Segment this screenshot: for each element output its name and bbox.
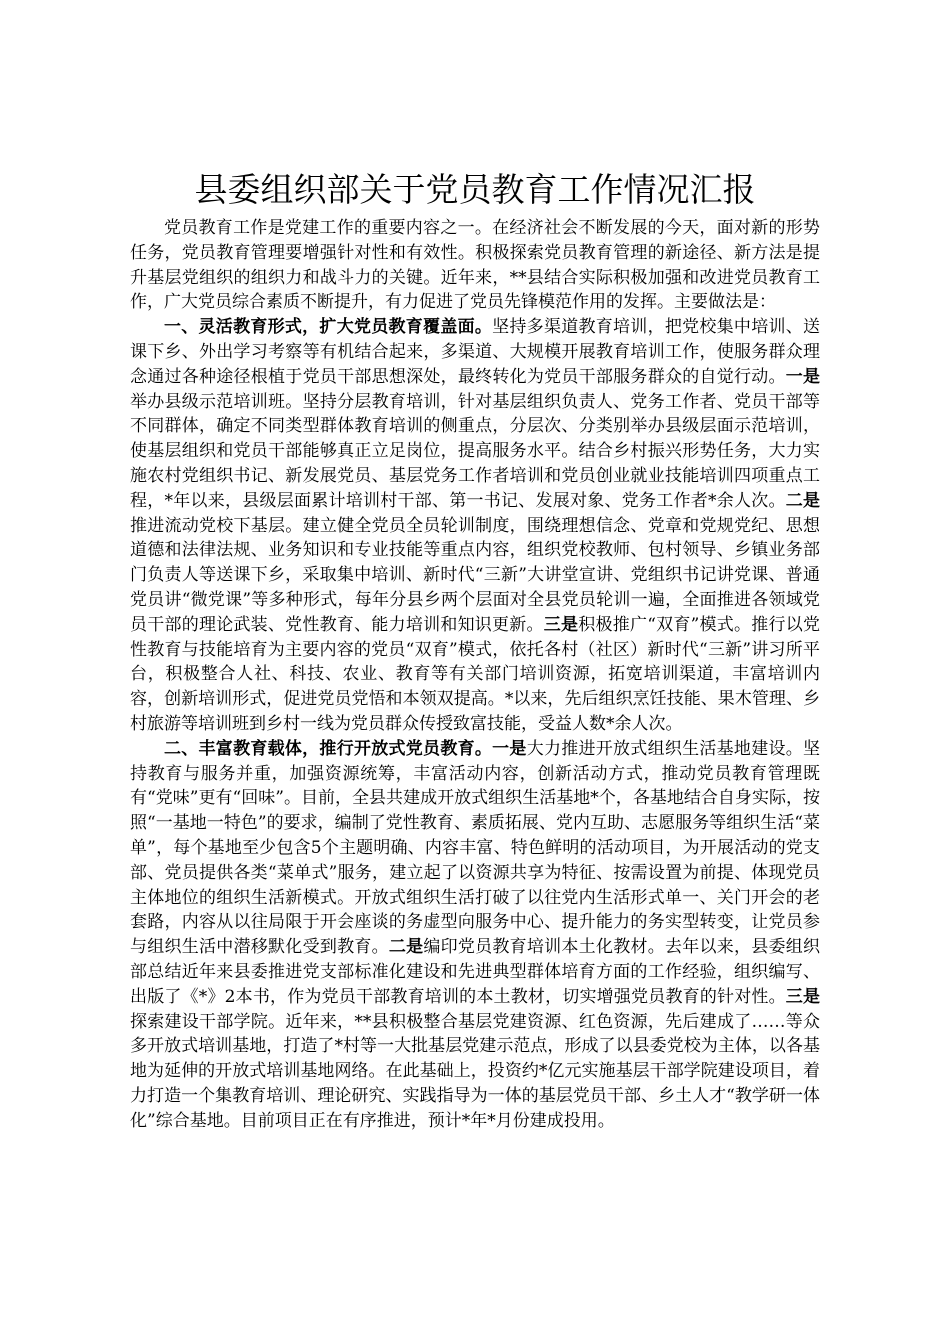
- section-2-point-3-text: 探索建设干部学院。近年来，**县积极整合基层党建资源、红色资源，先后建成了……等众多开放式培训基地，打造了*村等一大批基层党建示范点，形成了以县委党校为主体，以各基地为延伸的开放式培训基地网络。在此基础上，投资约*亿元实施基层干部学院建设项目，着力打造一个集教育培训、理论研究、实践指导为一体的基层党员干部、乡土人才“教学研一体化”综合基地。目前项目正在有序推进，预计*年*月份建成投用。: [130, 1011, 820, 1131]
- section-1-heading: 一、灵活教育形式，扩大党员教育覆盖面。: [164, 317, 493, 338]
- section-2-point-1-label: 一是: [492, 738, 527, 759]
- section-1-point-3-label: 三是: [543, 614, 579, 635]
- section-2-point-1-text: 大力推进开放式组织生活基地建设。坚持教育与服务并重，加强资源统筹，丰富活动内容，创新活动方式，推动党员教育管理既有“党味”更有“回味”。目前，全县共建成开放式组织生活基地*个，各基地结合自身实际，按照“一基地一特色”的要求，编制了党性教育、素质拓展、党内互助、志愿服务等组织生活“菜单”，每个基地至少包含5个主题明确、内容丰富、特色鲜明的活动项目，为开展活动的党支部、党员提供各类“菜单式”服务，建立起了以资源共享为特征、按需设置为前提、体现党员主体地位的组织生活新模式。开放式组织生活打破了以往党内生活形式单一、关门开会的老套路，内容从以往局限于开会座谈的务虚型向服务中心、提升能力的务实型转变，让党员参与组织生活中潜移默化受到教育。: [130, 738, 821, 958]
- section-1-point-2-label: 二是: [785, 490, 820, 511]
- section-1-point-2-text: 推进流动党校下基层。建立健全党员全员轮训制度，围绕理想信念、党章和党规党纪、思想道德和法律法规、业务知识和专业技能等重点内容，组织党校教师、包村领导、乡镇业务部门负责人等送课下乡，采取集中培训、新时代“三新”大讲堂宣讲、党组织书记讲党课、普通党员讲“微党课”等多种形式，每年分县乡两个层面对全县党员轮训一遍，全面推进各领域党员干部的理论武装、党性教育、能力培训和知识更新。: [130, 515, 820, 635]
- document-title: 县委组织部关于党员教育工作情况汇报: [194, 170, 756, 209]
- section-2-heading: 二、丰富教育载体，推行开放式党员教育。: [164, 738, 493, 759]
- section-2-paragraph: [130, 737, 820, 1134]
- section-2-point-2-text: 编印党员教育培训本土化教材。去年以来，县委组织部总结近年来县委推进党支部标准化建设和先进典型群体培育方面的工作经验，组织编写、出版了《*》2本书，作为党员干部教育培训的本土教材，切实增强党员教育的针对性。: [130, 937, 821, 1007]
- section-1-text: 坚持多渠道教育培训，把党校集中培训、送课下乡、外出学习考察等有机结合起来，多渠道、大规模开展教育培训工作，使服务群众理念通过各种途径根植于党员干部思想深处，最终转化为党员干部服务群众的自觉行动。: [130, 317, 821, 387]
- document-body: [130, 168, 820, 1133]
- section-2-point-3-label: 三是: [785, 986, 820, 1007]
- section-2-point-2-label: 二是: [388, 937, 424, 958]
- section-1-point-3-text: 积极推广“双育”模式。推行以党性教育与技能培育为主要内容的党员“双育”模式，依托各村（社区）新时代“三新”讲习所平台，积极整合人社、科技、农业、教育等有关部门培训资源，拓宽培训渠道，丰富培训内容，创新培训形式，促进党员党悟和本领双提高。*以来，先后组织烹饪技能、果木管理、乡村旅游等培训班到乡村一线为党员群众传授致富技能，受益人数*余人次。: [130, 614, 820, 734]
- intro-text: 党员教育工作是党建工作的重要内容之一。在经济社会不断发展的今天，面对新的形势任务，党员教育管理要增强针对性和有效性。积极探索党员教育管理的新途径、新方法是提升基层党组织的组织力和战斗力的关键。近年来，**县结合实际积极加强和改进党员教育工作，广大党员综合素质不断提升，有力促进了党员先锋模范作用的发挥。主要做法是：: [130, 218, 820, 313]
- section-1-point-1-label: 一是: [785, 366, 821, 387]
- section-1-point-1-text: 举办县级示范培训班。坚持分层教育培训，针对基层组织负责人、党务工作者、党员干部等不同群体，确定不同类型群体教育培训的侧重点，分层次、分类别举办县级层面示范培训，使基层组织和党员干部能够真正立足岗位，提高服务水平。结合乡村振兴形势任务，大力实施农村党组织书记、新发展党员、基层党务工作者培训和党员创业就业技能培训四项重点工程，*年以来，县级层面累计培训村干部、第一书记、发展对象、党务工作者*余人次。: [130, 391, 820, 511]
- intro-paragraph: [130, 216, 820, 315]
- section-1-paragraph: [130, 315, 820, 737]
